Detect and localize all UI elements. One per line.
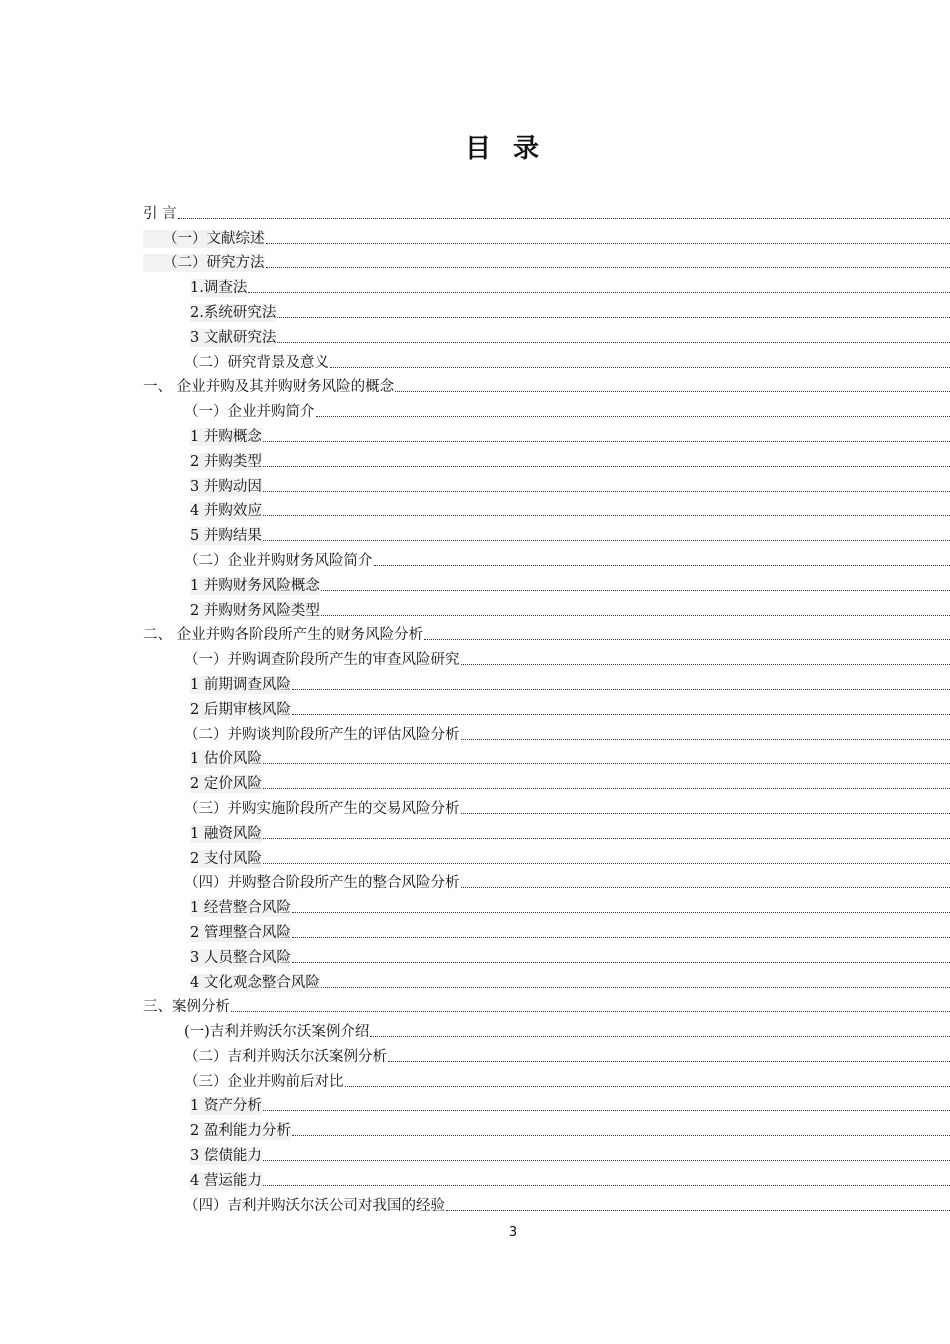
toc-entry[interactable] xyxy=(0,223,950,248)
toc-entry[interactable] xyxy=(0,967,950,992)
toc-leader-dots xyxy=(321,615,950,616)
toc-leader-dots xyxy=(263,515,950,516)
toc-entry-text: 2 盈利能力分析 xyxy=(190,1123,291,1140)
toc-entry-text: 1 前期调查风险 xyxy=(190,676,291,693)
toc-entry[interactable] xyxy=(0,496,950,521)
toc-leader-dots xyxy=(321,987,950,988)
toc-leader-dots xyxy=(321,590,950,591)
toc-entry[interactable] xyxy=(0,297,950,322)
toc-leader-dots xyxy=(461,664,950,665)
toc-entry-text: （一）文献综述 xyxy=(143,230,265,248)
toc-entry-text: （一）并购调查阶段所产生的审查风险研究 xyxy=(184,652,460,669)
toc-entry-text: 3 人员整合风险 xyxy=(190,949,291,966)
toc-entry-text: 1 并购概念 xyxy=(190,428,262,445)
toc-entry-text: 一、 企业并购及其并购财务风险的概念 xyxy=(143,379,395,396)
toc-entry-text: （二）研究背景及意义 xyxy=(184,354,329,371)
toc-entry-text: 2 管理整合风险 xyxy=(190,924,291,941)
toc-entry-text: 4 文化观念整合风险 xyxy=(190,974,320,991)
toc-entry[interactable] xyxy=(0,694,950,719)
toc-leader-dots xyxy=(277,317,950,318)
toc-entry[interactable] xyxy=(0,372,950,397)
toc-leader-dots xyxy=(461,813,950,814)
toc-entry-text: 3 并购动因 xyxy=(190,478,262,495)
toc-entry[interactable] xyxy=(0,744,950,769)
toc-leader-dots xyxy=(231,1011,950,1012)
toc-leader-dots xyxy=(292,689,950,690)
toc-entry[interactable] xyxy=(0,669,950,694)
toc-entry[interactable] xyxy=(0,471,950,496)
toc-leader-dots xyxy=(178,218,950,219)
toc-entry[interactable] xyxy=(0,992,950,1017)
toc-leader-dots xyxy=(316,416,950,417)
toc-leader-dots xyxy=(292,1135,950,1136)
toc-leader-dots xyxy=(424,639,950,640)
toc-entry[interactable] xyxy=(0,1190,950,1215)
toc-leader-dots xyxy=(263,1110,950,1111)
toc-leader-dots xyxy=(263,788,950,789)
toc-leader-dots xyxy=(263,1160,950,1161)
toc-entry-text: 3 偿债能力 xyxy=(190,1148,262,1165)
toc-leader-dots xyxy=(292,937,950,938)
toc-entry-text: 1.调查法 xyxy=(190,280,248,297)
toc-entry-text: （二）并购谈判阶段所产生的评估风险分析 xyxy=(184,726,460,743)
toc-entry[interactable] xyxy=(0,322,950,347)
toc-entry[interactable] xyxy=(0,843,950,868)
toc-leader-dots xyxy=(374,565,950,566)
toc-entry[interactable] xyxy=(0,1140,950,1165)
toc-entry-text: 引 言 xyxy=(143,205,177,222)
toc-entry-text: 2 并购财务风险类型 xyxy=(190,602,320,619)
toc-entry-text: 2 支付风险 xyxy=(190,850,262,867)
toc-entry-text: （三）企业并购前后对比 xyxy=(184,1073,344,1090)
toc-entry-text: （二）吉利并购沃尔沃案例分析 xyxy=(184,1048,387,1065)
toc-entry-text: 1 融资风险 xyxy=(190,825,262,842)
toc-entry[interactable] xyxy=(0,917,950,942)
toc-entry[interactable] xyxy=(0,942,950,967)
page-title xyxy=(0,128,950,165)
toc-entry-text: （四）并购整合阶段所产生的整合风险分析 xyxy=(184,875,460,892)
toc-entry[interactable] xyxy=(0,793,950,818)
toc-leader-dots xyxy=(292,912,950,913)
toc-leader-dots xyxy=(292,962,950,963)
toc-leader-dots xyxy=(263,491,950,492)
toc-entry[interactable] xyxy=(0,396,950,421)
toc-entry[interactable] xyxy=(0,1115,950,1140)
toc-leader-dots xyxy=(263,863,950,864)
toc-entry[interactable] xyxy=(0,347,950,372)
toc-entry[interactable] xyxy=(0,620,950,645)
toc-leader-dots xyxy=(263,838,950,839)
toc-entry[interactable] xyxy=(0,520,950,545)
toc-entry[interactable] xyxy=(0,272,950,297)
toc-entry-text: （二）企业并购财务风险简介 xyxy=(184,552,373,569)
toc-entry[interactable] xyxy=(0,198,950,223)
toc-entry[interactable] xyxy=(0,248,950,273)
toc-entry-text: （二）研究方法 xyxy=(143,254,265,272)
toc-entry-text: 4 营运能力 xyxy=(190,1172,262,1189)
toc-entry[interactable] xyxy=(0,570,950,595)
toc-entry-text: 二、 企业并购各阶段所产生的财务风险分析 xyxy=(143,627,424,644)
page-number: 3 xyxy=(508,1225,518,1240)
toc-entry-text: 4 并购效应 xyxy=(190,503,262,520)
toc-entry[interactable] xyxy=(0,1066,950,1091)
toc-entry-text: 5 并购结果 xyxy=(190,528,262,545)
toc-leader-dots xyxy=(395,391,950,392)
toc-entry[interactable] xyxy=(0,719,950,744)
toc-leader-dots xyxy=(263,1185,950,1186)
title-char-1: 目 xyxy=(464,134,493,164)
toc-leader-dots xyxy=(266,267,950,268)
toc-entry-text: (一)吉利并购沃尔沃案例介绍 xyxy=(184,1024,370,1041)
toc-entry[interactable] xyxy=(0,1016,950,1041)
toc-entry[interactable] xyxy=(0,644,950,669)
toc-entry[interactable] xyxy=(0,595,950,620)
toc-leader-dots xyxy=(345,1086,950,1087)
toc-leader-dots xyxy=(248,292,950,293)
toc-entry[interactable] xyxy=(0,446,950,471)
toc-entry-text: 2 并购类型 xyxy=(190,453,262,470)
toc-leader-dots xyxy=(370,1036,950,1037)
toc-entry-text: （一）企业并购简介 xyxy=(184,404,315,421)
toc-entry-text: 2 后期审核风险 xyxy=(190,701,291,718)
toc-entry-text: 3 文献研究法 xyxy=(190,329,277,346)
toc-entry[interactable] xyxy=(0,1041,950,1066)
toc-entry[interactable] xyxy=(0,868,950,893)
toc-entry-text: 1 资产分析 xyxy=(190,1098,262,1115)
toc-leader-dots xyxy=(388,1061,950,1062)
toc-entry-text: 1 并购财务风险概念 xyxy=(190,577,320,594)
title-char-2: 录 xyxy=(513,134,542,164)
toc-entry[interactable] xyxy=(0,1091,950,1116)
toc-entry[interactable] xyxy=(0,768,950,793)
toc-leader-dots xyxy=(292,714,950,715)
toc-leader-dots xyxy=(263,441,950,442)
toc-entry[interactable] xyxy=(0,1165,950,1190)
toc-leader-dots xyxy=(330,367,950,368)
toc-leader-dots xyxy=(277,342,950,343)
toc-entry[interactable] xyxy=(0,545,950,570)
toc-leader-dots xyxy=(461,887,950,888)
toc-leader-dots xyxy=(263,540,950,541)
toc-leader-dots xyxy=(263,466,950,467)
toc-leader-dots xyxy=(446,1210,950,1211)
toc-entry[interactable] xyxy=(0,818,950,843)
toc-leader-dots xyxy=(266,243,950,244)
toc-entry-text: 三、案例分析 xyxy=(143,999,230,1016)
toc-leader-dots xyxy=(263,763,950,764)
toc-entry-text: 2.系统研究法 xyxy=(190,304,277,321)
toc-entry[interactable] xyxy=(0,421,950,446)
toc-leader-dots xyxy=(461,739,950,740)
toc-entry-text: （四）吉利并购沃尔沃公司对我国的经验 xyxy=(184,1197,445,1214)
toc-entry[interactable] xyxy=(0,892,950,917)
toc-entry-text: （三）并购实施阶段所产生的交易风险分析 xyxy=(184,800,460,817)
table-of-contents xyxy=(0,198,950,1215)
toc-entry-text: 2 定价风险 xyxy=(190,776,262,793)
toc-entry-text: 1 经营整合风险 xyxy=(190,900,291,917)
toc-entry-text: 1 估价风险 xyxy=(190,751,262,768)
